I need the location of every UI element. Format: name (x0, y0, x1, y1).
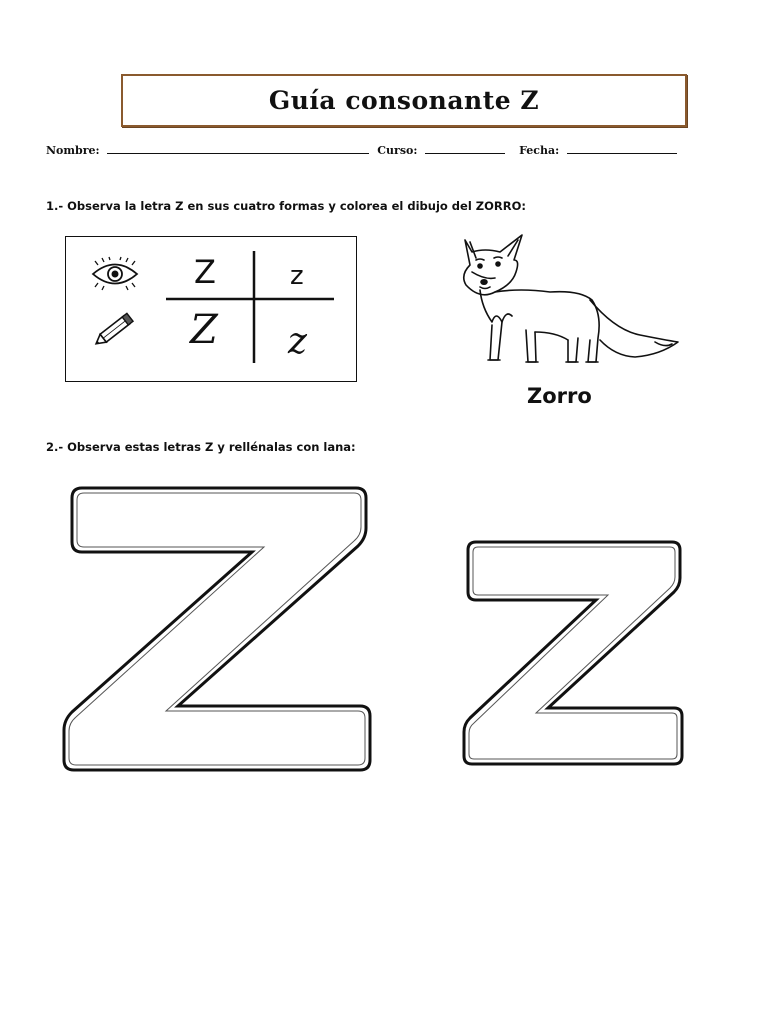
eye-icon (90, 257, 140, 291)
name-label: Nombre: (46, 144, 100, 157)
cursive-lower-z: z (288, 321, 307, 362)
name-field[interactable] (107, 143, 369, 154)
title-box (121, 74, 687, 127)
exercise-2-instruction: 2.- Observa estas letras Z y rellénalas con lana: (46, 440, 356, 454)
pencil-icon (90, 309, 140, 349)
print-upper-z: Z (194, 253, 216, 291)
course-label: Curso: (377, 144, 418, 157)
course-field[interactable] (425, 143, 505, 154)
outline-upper-z (60, 484, 380, 784)
page-title: Guía consonante Z (268, 86, 540, 115)
exercise-1-instruction: 1.- Observa la letra Z en sus cuatro formas y colorea el dibujo del ZORRO: (46, 199, 526, 213)
letter-forms-box (65, 236, 357, 382)
date-field[interactable] (567, 143, 677, 154)
print-lower-z: z (290, 261, 304, 291)
fox-label: Zorro (527, 384, 592, 408)
fox-illustration (440, 230, 680, 380)
date-label: Fecha: (519, 144, 560, 157)
cursive-upper-z: Z (190, 307, 218, 353)
outline-lower-z (460, 538, 690, 774)
student-fields (46, 143, 726, 157)
